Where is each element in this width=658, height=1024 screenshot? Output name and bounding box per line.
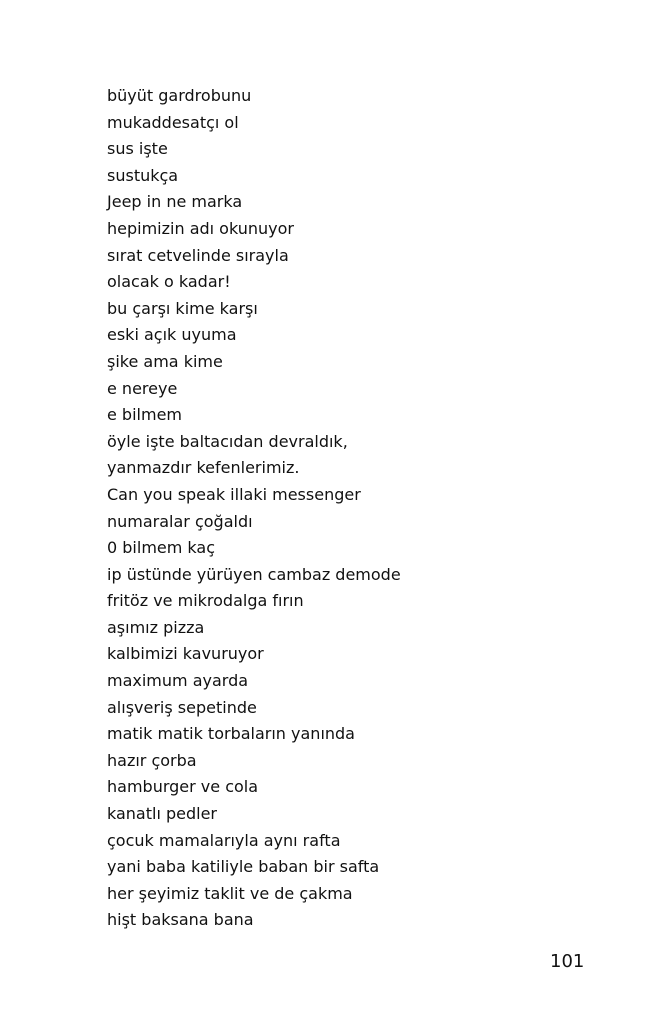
poem-line: yani baba katiliyle baban bir safta xyxy=(107,857,380,877)
poem-line: sustukça xyxy=(107,165,179,185)
poem-line: aşımız pizza xyxy=(107,617,205,637)
poem-line: alışveriş sepetinde xyxy=(107,697,257,717)
poem-line: büyüt gardrobunu xyxy=(107,86,252,105)
poem-line: hazır çorba xyxy=(107,750,197,770)
poem-line: fritöz ve mikrodalga fırın xyxy=(107,591,304,611)
poem-line: Can you speak illaki messenger xyxy=(107,484,361,504)
poem-line: e bilmem xyxy=(107,405,182,425)
poem-line: maximum ayarda xyxy=(107,671,249,691)
page-number: 101 xyxy=(550,951,585,972)
poem-line: kanatlı pedler xyxy=(107,804,218,824)
poem-line: Jeep in ne marka xyxy=(107,192,243,212)
poem-line: e nereye xyxy=(107,378,178,398)
poem-line: sırat cetvelinde sırayla xyxy=(107,245,289,265)
poem-line: mukaddesatçı ol xyxy=(107,112,239,132)
poem-line: hamburger ve cola xyxy=(107,777,259,797)
poem-line: çocuk mamalarıyla aynı rafta xyxy=(107,830,341,850)
poem-line: şike ama kime xyxy=(107,351,223,371)
poem-line: hepimizin adı okunuyor xyxy=(107,218,294,238)
poem-line: hişt baksana bana xyxy=(107,910,254,930)
poem-line: kalbimizi kavuruyor xyxy=(107,644,264,664)
poem-line: yanmazdır kefenlerimiz. xyxy=(107,458,300,478)
poem-line: öyle işte baltacıdan devraldık, xyxy=(107,431,348,451)
poem-line: bu çarşı kime karşı xyxy=(107,298,258,318)
poem-line: her şeyimiz taklit ve de çakma xyxy=(107,883,353,903)
poem-line: numaralar çoğaldı xyxy=(107,511,253,531)
poem-line: 0 bilmem kaç xyxy=(107,538,215,558)
poem-line: ip üstünde yürüyen cambaz demode xyxy=(107,564,401,584)
poem-line: matik matik torbaların yanında xyxy=(107,724,355,744)
poem-line: olacak o kadar! xyxy=(107,272,231,292)
poem-text xyxy=(107,83,401,934)
poem-line: sus işte xyxy=(107,139,168,159)
poem-line: eski açık uyuma xyxy=(107,325,237,345)
